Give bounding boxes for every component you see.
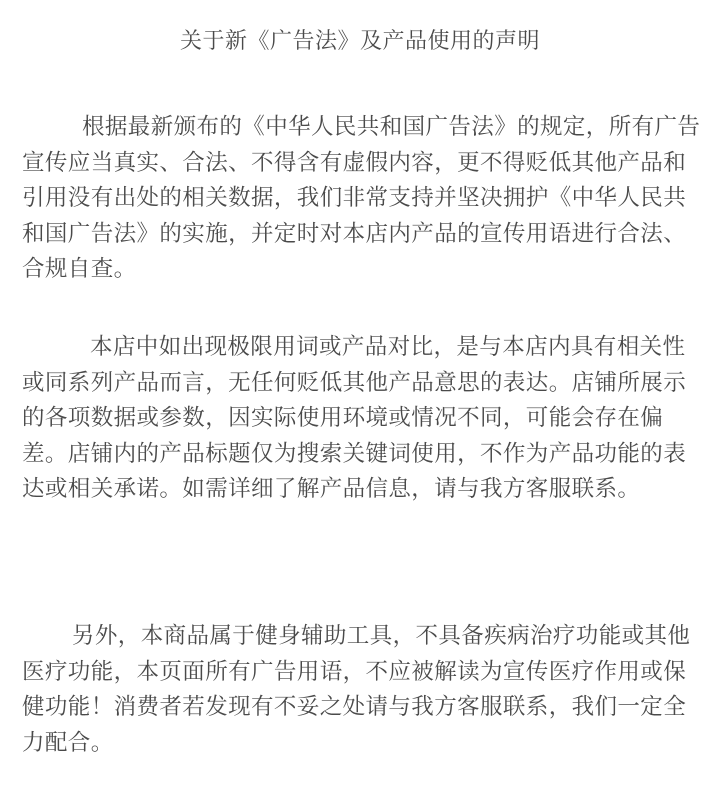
document-title: 关于新《广告法》及产品使用的声明	[179, 29, 540, 54]
paragraph-extreme-wording: 本店中如出现极限用词或产品对比，是与本店内具有相关性或同系列产品而言，无任何贬低其他产品意思的表达。店铺所展示的各项数据或参数，因实际使用环境或情况不同，可能会存在偏差。店铺内的产品标题仅为搜索关键词使用，不作为产品功能的表达或相关承诺。如需详细了解产品信息，请与我方客服联系。	[22, 334, 687, 502]
paragraph-advertising-law: 根据最新颁布的《中华人民共和国广告法》的规定，所有广告宣传应当真实、合法、不得含有虚假内容，更不得贬低其他产品和引用没有出处的相关数据，我们非常支持并坚决拥护《中华人民共和国广告法》的实施，并定时对本店内产品的宣传用语进行合法、合规自查。	[22, 114, 701, 282]
paragraph-medical-disclaimer: 另外，本商品属于健身辅助工具，不具备疾病治疗功能或其他医疗功能，本页面所有广告用语，不应被解读为宣传医疗作用或保健功能！消费者若发现有不妥之处请与我方客服联系，我们一定全力配合。	[22, 623, 691, 756]
